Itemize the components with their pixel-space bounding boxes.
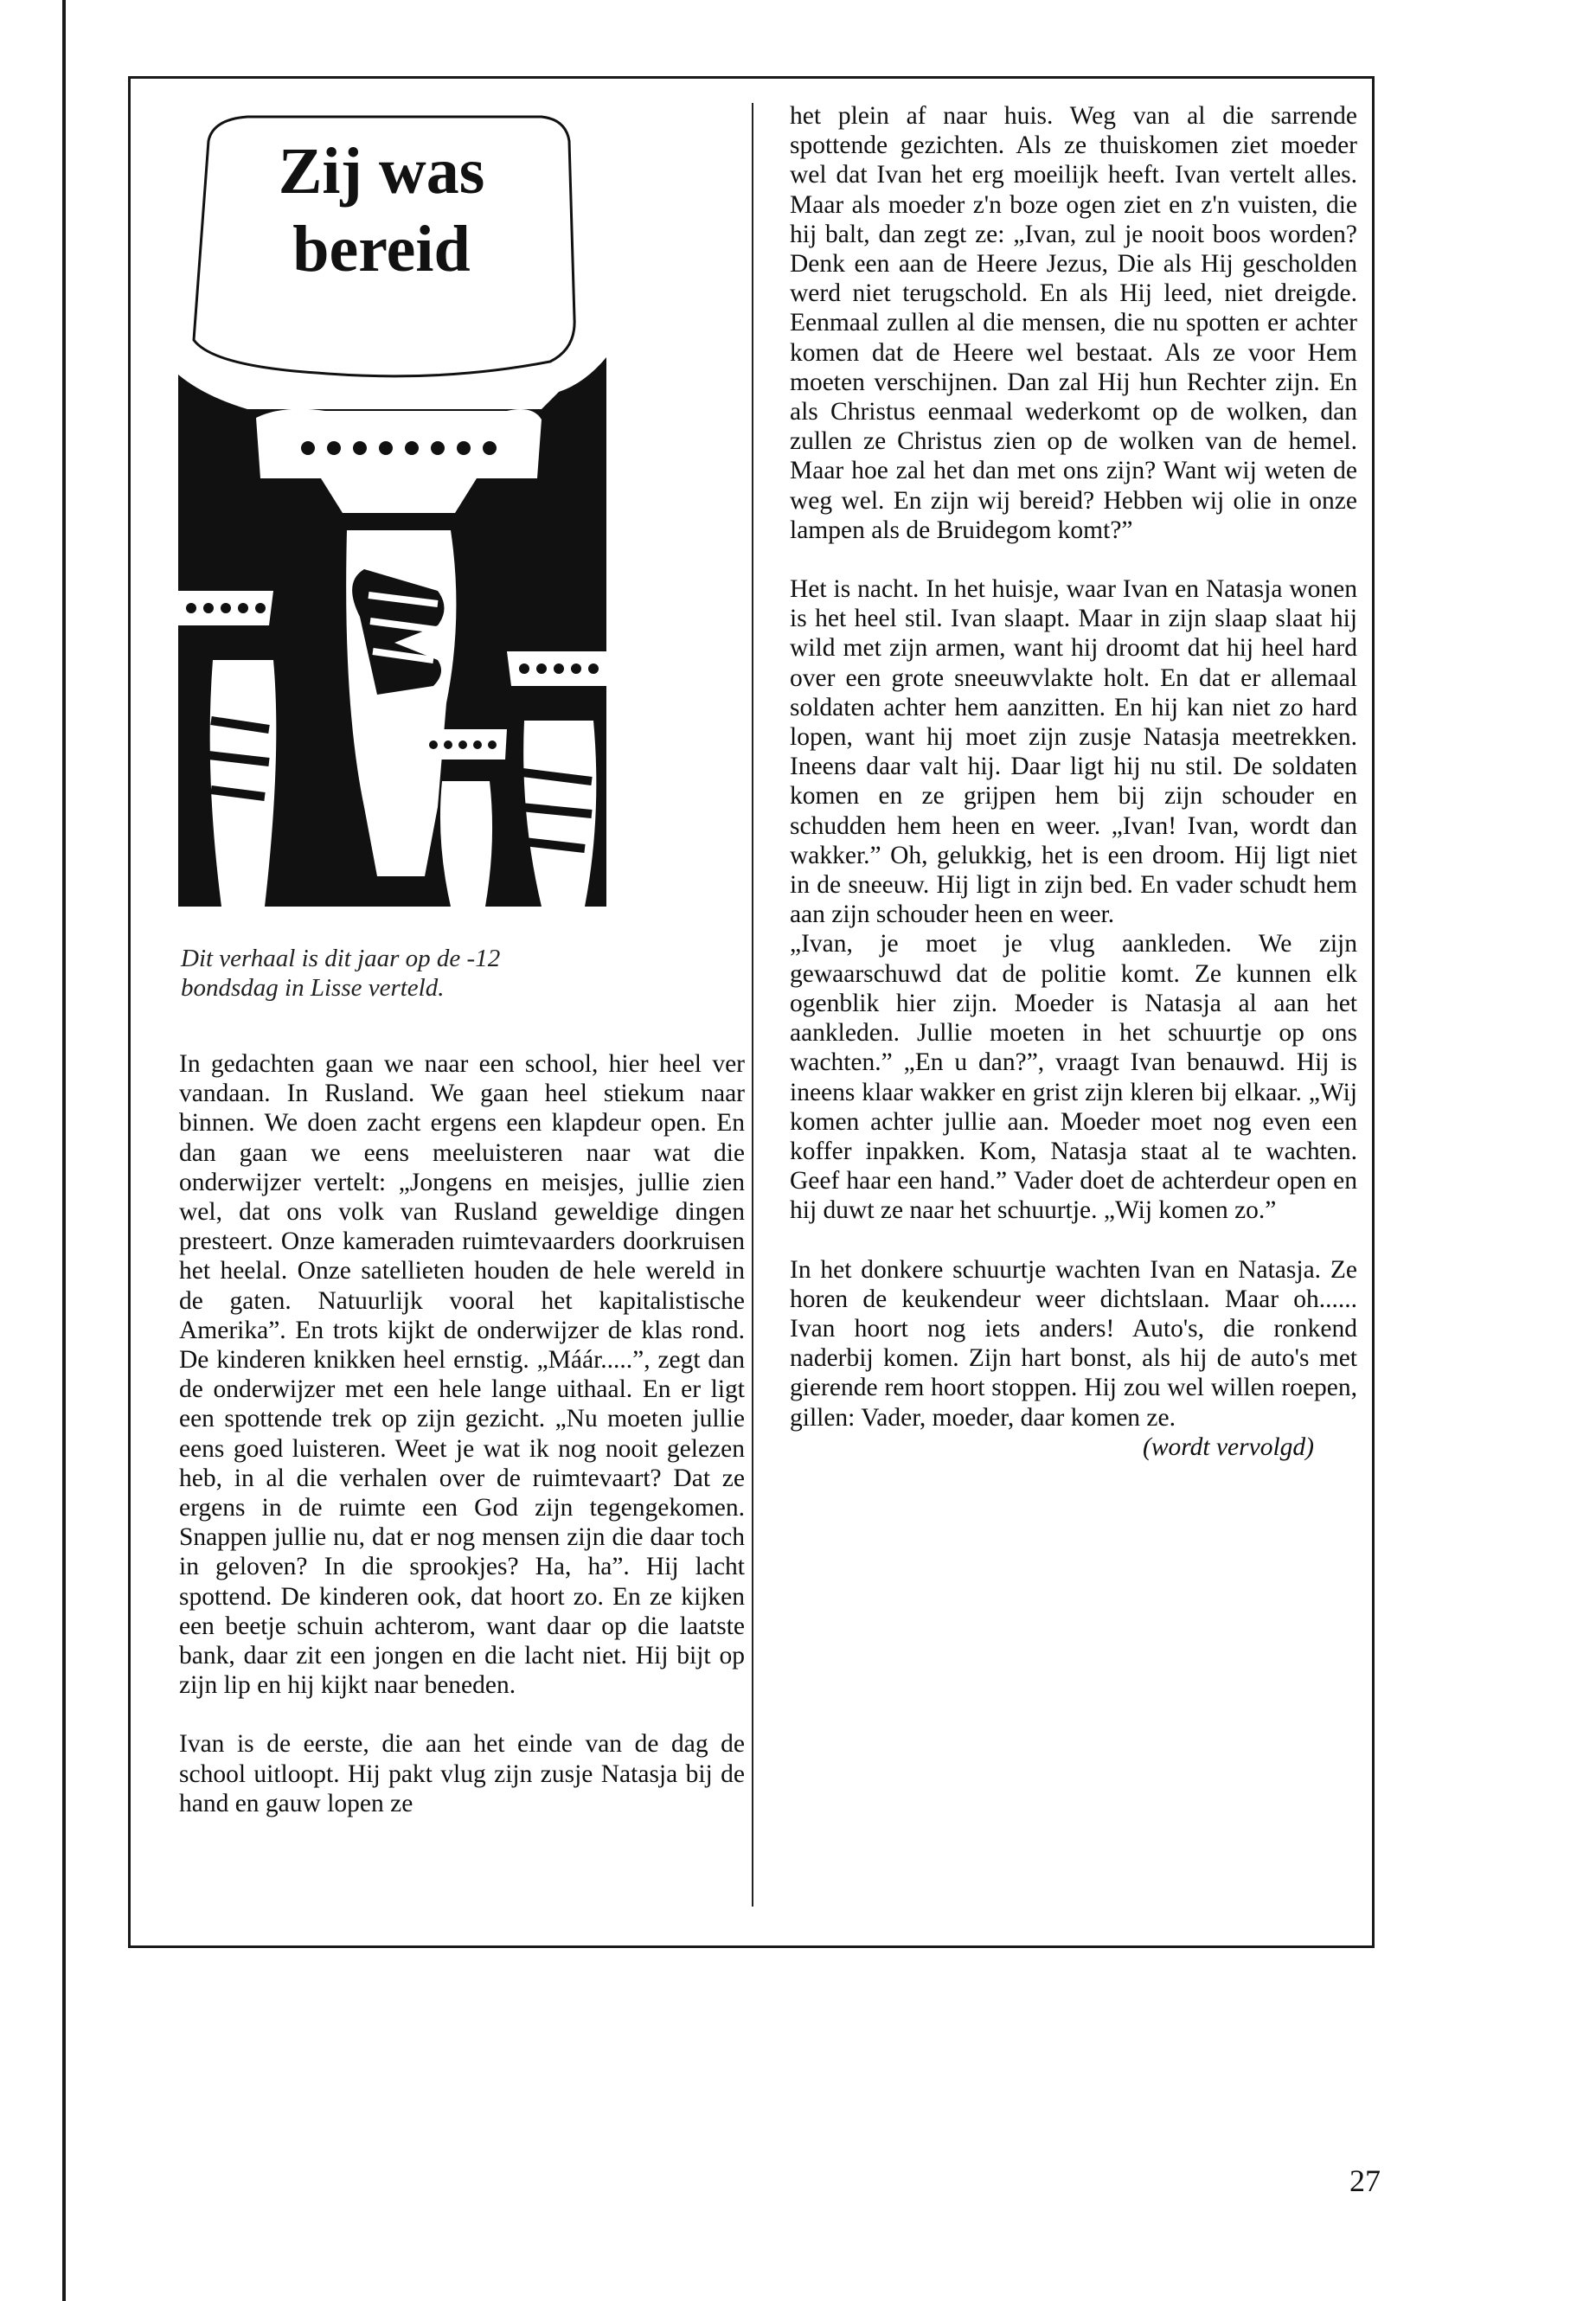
caption-line-1: Dit verhaal is dit jaar op de -12 — [181, 945, 501, 972]
title-line-2: bereid — [292, 213, 471, 285]
scan-edge-line — [62, 0, 66, 2301]
to-be-continued: (wordt vervolgd) — [1143, 1433, 1314, 1461]
title-line-1: Zij was — [278, 135, 485, 208]
left-paragraph-1: In gedachten gaan we naar een school, hier heel ver vandaan. In Rusland. We gaan heel stiekum naar binnen. We doen zacht ergens een klapdeur open. En dan gaan we eens meeluisteren naar wat die onderwijzer vertelt: „Jongens en meisjes, jullie zien wel, dat ons volk van Rusland geweldige dingen presteert. Onze kameraden ruimtevaarders doorkruisen het heelal. Onze satellieten houden de hele wereld in de gaten. Natuurlijk vooral het kapitalistische Amerika”. En trots kijkt de onderwijzer de klas rond. De kinderen knikken heel ernstig. „Máár.....”, zegt dan de onderwijzer met een hele lange uithaal. En er ligt een spottende trek op zijn gezicht. „Nu moeten jullie eens goed luisteren. Weet je wat ik nog nooit gelezen heb, in al die verhalen over de ruimtevaart? Dat ze ergens in de ruimte een God zijn tegengekomen. Snappen jullie nu, dat er nog mensen zijn die daar toch in geloven? In die sprookjes? Ha, ha”. Hij lacht spottend. De kinderen ook, dat hoort zo. En ze kijken een beetje schuin achterom, want daar op die laatste bank, daar zit een jongen en die lacht niet. Hij bijt op zijn lip en hij kijkt naar beneden. — [179, 1050, 745, 1700]
left-column — [179, 1049, 745, 1818]
caption-line-2: bondsdag in Lisse verteld. — [181, 974, 445, 1002]
right-column — [790, 101, 1357, 1462]
right-paragraph-2: Het is nacht. In het huisje, waar Ivan en Natasja wonen is het heel stil. Ivan slaapt. Maar in zijn slaap slaat hij wild met zijn armen, want hij droomt dat hij heel hard over een grote sneeuwvlakte holt. En dat er allemaal soldaten achter hem aanzitten. En hij kan niet zo hard lopen, want hij moet zijn zusje Natasja meetrekken. Ineens daar valt hij. Daar ligt hij nu stil. De soldaten komen en ze grijpen hem bij zijn schouder en schudden hem heen en weer. „Ivan! Ivan, wordt dan wakker.” Oh, gelukkig, het is een droom. Hij ligt niet in de sneeuw. Hij ligt in zijn bed. En vader schudt hem aan zijn schouder heen en weer. — [790, 575, 1357, 929]
page-number: 27 — [1349, 2163, 1381, 2198]
right-paragraph-1: het plein af naar huis. Weg van al die sarrende spottende gezichten. Als ze thuiskomen ziet moeder wel dat Ivan het erg moeilijk heeft. Ivan vertelt alles. Maar als moeder z'n boze ogen ziet en z'n vuisten, die hij balt, dan zegt ze: „Ivan, zul je nooit boos worden? Denk een aan de Heere Jezus, Die als Hij gescholden werd niet terugschold. En als Hij leed, niet dreigde. Eenmaal zullen al die mensen, die nu spotten er achter komen dat de Heere wel bestaat. Als ze voor Hem moeten verschijnen. Dan zal Hij hun Rechter zijn. En als Christus eenmaal wederkomt op de wolken, dan zullen ze Christus zien op de wolken van de hemel. Maar hoe zal het dan met ons zijn? Want wij weten de weg wel. En zijn wij bereid? Hebben wij olie in onze lampen als de Bruidegom komt?” — [790, 102, 1357, 544]
illustration-caption — [181, 944, 700, 1003]
lamp-top-main — [256, 409, 542, 478]
column-divider — [752, 103, 753, 1907]
right-paragraph-3: „Ivan, je moet je vlug aankleden. We zijn gewaarschuwd dat de politie komt. Ze kunnen elk ogenblik hier zijn. Moeder is Natasja al aan het aankleden. Jullie moeten in het schuurtje op ons wachten.” „En u dan?”, vraagt Ivan benauwd. Hij is ineens klaar wakker en grist zijn kleren bij elkaar. „Wij komen achter jullie aan. Moeder moet nog even een koffer inpakken. Kom, Natasja staat al te wachten. Geef haar een hand.” Vader doet de achterdeur open en hij duwt ze naar het schuurtje. „Wij komen zo.” — [790, 930, 1357, 1225]
right-paragraph-4: In het donkere schuurtje wachten Ivan en Natasja. Ze horen de keukendeur weer dichtslaan. Maar oh...... Ivan hoort nog iets anders! Auto's, die ronkend naderbij komen. Zijn hart bonst, als hij de auto's met gierende rem hoort stoppen. Hij zou wel willen roepen, gillen: Vader, moeder, daar komen ze. — [790, 1255, 1357, 1432]
lamps-illustration — [178, 98, 606, 907]
lamp-stem-left — [210, 660, 277, 907]
lamp-neck-main — [321, 478, 477, 513]
article-frame — [128, 76, 1375, 1948]
lamp-stem-center — [440, 781, 492, 907]
left-paragraph-2: Ivan is de eerste, die aan het einde van de dag de school uitloopt. Hij pakt vlug zijn zusje Natasja bij de hand en gauw lopen ze — [179, 1730, 745, 1817]
